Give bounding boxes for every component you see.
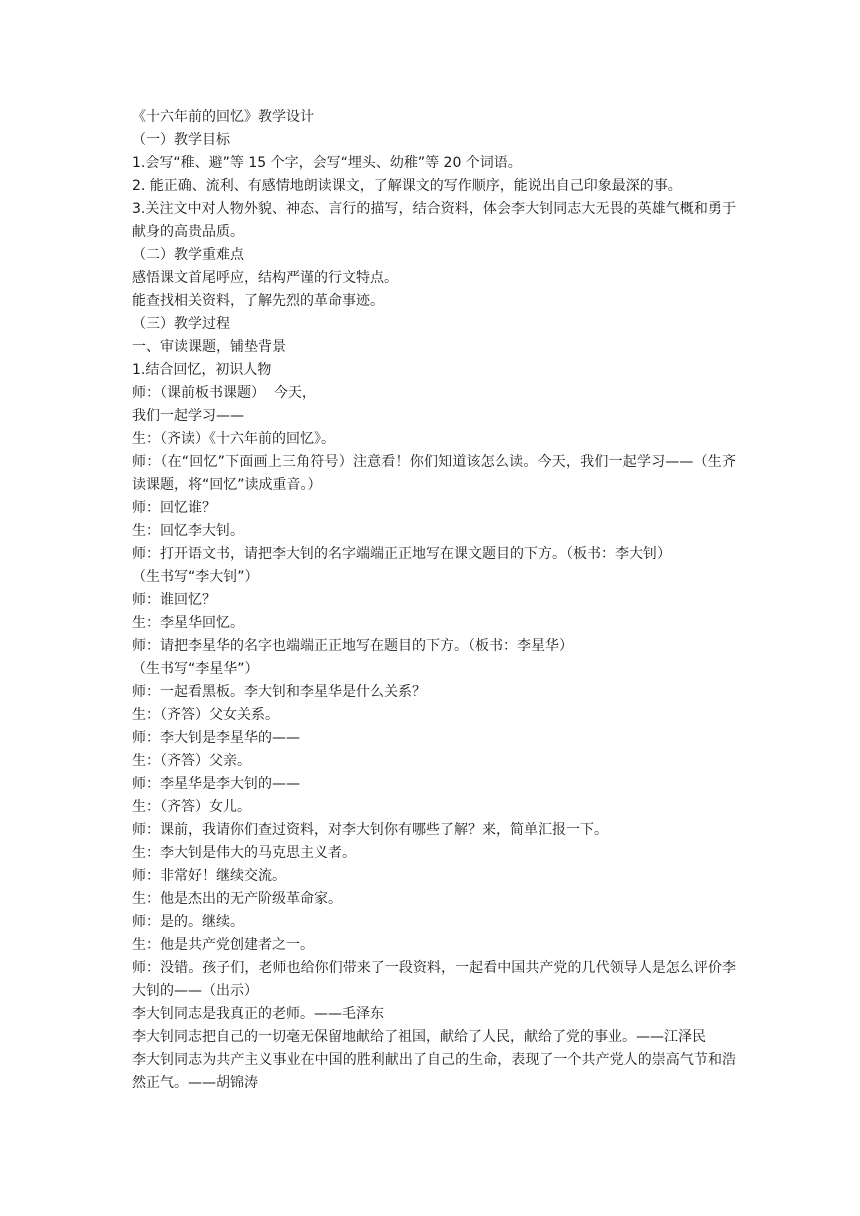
quote-jiang: 李大钊同志把自己的一切毫无保留地献给了祖国，献给了人民，献给了党的事业。——江泽民 bbox=[132, 1029, 706, 1045]
dialogue-line: 生：回忆李大钊。 bbox=[132, 523, 244, 539]
dialogue-line: 生：他是共产党创建者之一。 bbox=[132, 937, 314, 953]
key-point-2: 能查找相关资料，了解先烈的革命事迹。 bbox=[132, 293, 384, 309]
process-substep-heading: 1.结合回忆，初识人物 bbox=[132, 362, 272, 378]
quote-mao: 李大钊同志是我真正的老师。——毛泽东 bbox=[132, 1006, 384, 1022]
section-heading-key-points: （二）教学重难点 bbox=[132, 247, 244, 263]
dialogue-line: 师：非常好！继续交流。 bbox=[132, 868, 286, 884]
dialogue-line: （生书写“李大钊”） bbox=[132, 569, 259, 585]
section-heading-goals: （一）教学目标 bbox=[132, 132, 230, 148]
dialogue-line: 师：打开语文书，请把李大钊的名字端端正正地写在课文题目的下方。（板书：李大钊） bbox=[132, 546, 671, 562]
dialogue-line: 生：（齐答）女儿。 bbox=[132, 799, 251, 815]
goal-item-3: 3.关注文中对人物外貌、神态、言行的描写，结合资料，体会李大钊同志大无畏的英雄气概和勇于献身的高贵品质。 bbox=[132, 201, 736, 240]
dialogue-line: 师：（课前板书课题） 今天， bbox=[132, 385, 316, 401]
document-body bbox=[132, 106, 736, 1095]
key-point-1: 感悟课文首尾呼应，结构严谨的行文特点。 bbox=[132, 270, 398, 286]
dialogue-line: 师：李星华是李大钊的—— bbox=[132, 776, 300, 792]
quote-hu: 李大钊同志为共产主义事业在中国的胜利献出了自己的生命，表现了一个共产党人的崇高气节和浩然正气。——胡锦涛 bbox=[132, 1052, 736, 1091]
dialogue-line: 生：（齐读）《十六年前的回忆》。 bbox=[132, 431, 335, 447]
dialogue-line: （生书写“李星华”） bbox=[132, 661, 259, 677]
dialogue-line: 生：他是杰出的无产阶级革命家。 bbox=[132, 891, 342, 907]
dialogue-line: 师：请把李星华的名字也端端正正地写在题目的下方。（板书：李星华） bbox=[132, 638, 573, 654]
dialogue-line: 师：李大钊是李星华的—— bbox=[132, 730, 300, 746]
dialogue-line: 生：（齐答）父亲。 bbox=[132, 753, 251, 769]
process-step-heading: 一、审读课题，铺垫背景 bbox=[132, 339, 286, 355]
goal-item-1: 1.会写“稚、避”等 15 个字，会写“埋头、幼稚”等 20 个词语。 bbox=[132, 155, 522, 171]
dialogue-line: 生：李星华回忆。 bbox=[132, 615, 244, 631]
document-title: 《十六年前的回忆》教学设计 bbox=[132, 109, 314, 125]
dialogue-line: 师：没错。孩子们，老师也给你们带来了一段资料，一起看中国共产党的几代领导人是怎么评价李大钊的——（出示） bbox=[132, 960, 736, 999]
section-heading-process: （三）教学过程 bbox=[132, 316, 230, 332]
dialogue-line: 师：回忆谁？ bbox=[132, 500, 216, 516]
dialogue-line: 师：一起看黑板。李大钊和李星华是什么关系？ bbox=[132, 684, 426, 700]
dialogue-line: 师：谁回忆？ bbox=[132, 592, 216, 608]
dialogue-line: 师：是的。继续。 bbox=[132, 914, 244, 930]
dialogue-line: 师：课前，我请你们查过资料，对李大钊你有哪些了解？来，简单汇报一下。 bbox=[132, 822, 608, 838]
dialogue-line: 生：（齐答）父女关系。 bbox=[132, 707, 279, 723]
dialogue-line: 我们一起学习—— bbox=[132, 408, 244, 424]
goal-item-2: 2. 能正确、流利、有感情地朗读课文，了解课文的写作顺序，能说出自己印象最深的事。 bbox=[132, 178, 682, 194]
dialogue-line: 生：李大钊是伟大的马克思主义者。 bbox=[132, 845, 356, 861]
dialogue-line: 师：（在“回忆”下面画上三角符号）注意看！你们知道该怎么读。今天，我们一起学习——（生齐读课题，将“回忆”读成重音。） bbox=[132, 454, 736, 493]
